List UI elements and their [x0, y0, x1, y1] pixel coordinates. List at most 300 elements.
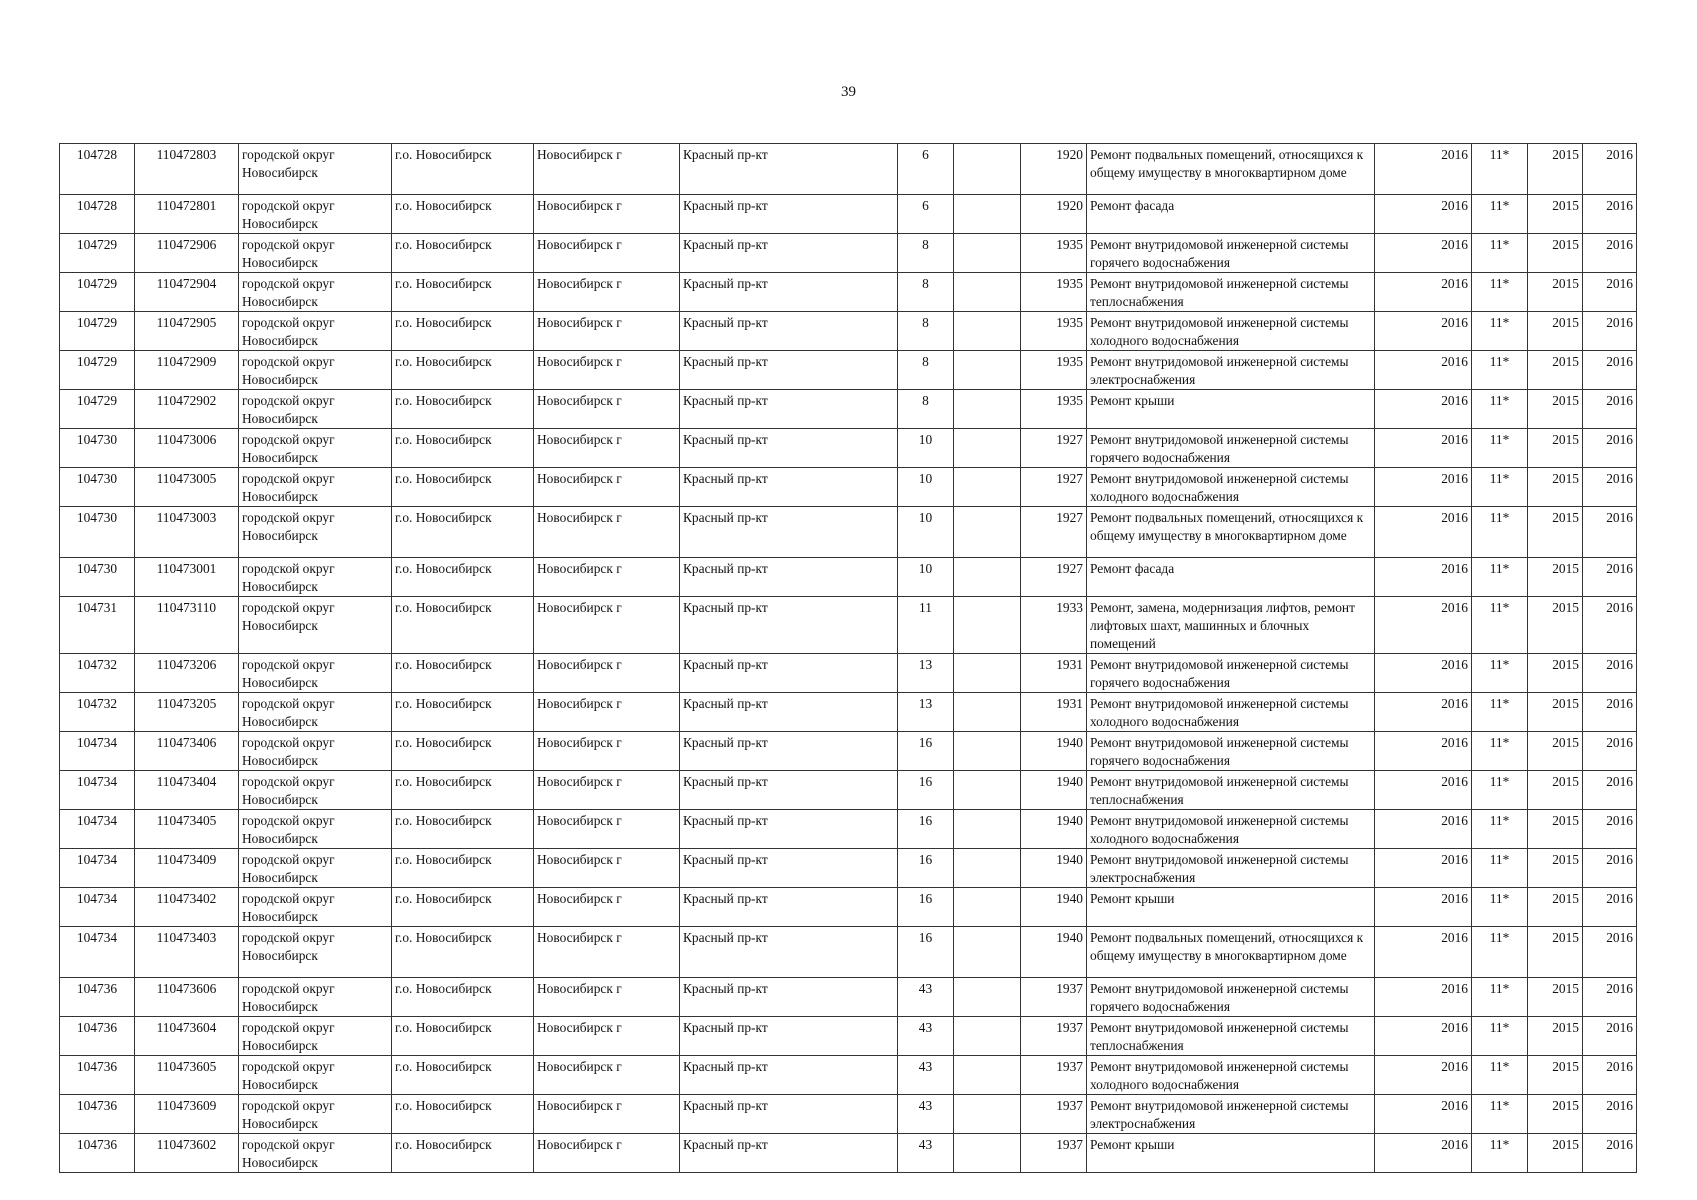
- plan-year-cell: 2016: [1375, 1134, 1472, 1173]
- period-start-cell: 2015: [1528, 312, 1583, 351]
- work-code-cell: 110473406: [135, 732, 239, 771]
- building-cell: [954, 507, 1021, 558]
- house-number-cell: 16: [898, 810, 954, 849]
- work-code-cell: 110472904: [135, 273, 239, 312]
- period-start-cell: 2015: [1528, 390, 1583, 429]
- city-cell: Новосибирск г: [534, 390, 680, 429]
- city-cell: Новосибирск г: [534, 978, 680, 1017]
- work-code-cell: 110472905: [135, 312, 239, 351]
- period-end-cell: 2016: [1583, 771, 1637, 810]
- district-cell: городской округ Новосибирск: [239, 1056, 392, 1095]
- period-start-cell: 2015: [1528, 888, 1583, 927]
- work-code-cell: 110473005: [135, 468, 239, 507]
- street-cell: Красный пр-кт: [680, 468, 898, 507]
- city-cell: Новосибирск г: [534, 654, 680, 693]
- work-type-cell: Ремонт, замена, модернизация лифтов, ремонт лифтовых шахт, машинных и блочных помещений: [1087, 597, 1375, 654]
- table-row: [60, 429, 1637, 468]
- building-cell: [954, 144, 1021, 195]
- build-year-cell: 1937: [1021, 1095, 1087, 1134]
- street-cell: Красный пр-кт: [680, 144, 898, 195]
- street-cell: Красный пр-кт: [680, 810, 898, 849]
- row-id-cell: 104730: [60, 468, 135, 507]
- street-cell: Красный пр-кт: [680, 888, 898, 927]
- table-row: [60, 558, 1637, 597]
- build-year-cell: 1920: [1021, 195, 1087, 234]
- row-id-cell: 104730: [60, 507, 135, 558]
- build-year-cell: 1931: [1021, 693, 1087, 732]
- period-end-cell: 2016: [1583, 273, 1637, 312]
- house-number-cell: 16: [898, 849, 954, 888]
- building-cell: [954, 390, 1021, 429]
- program-point-cell: 11*: [1472, 195, 1528, 234]
- street-cell: Красный пр-кт: [680, 558, 898, 597]
- table-row: [60, 390, 1637, 429]
- plan-year-cell: 2016: [1375, 312, 1472, 351]
- district-cell: городской округ Новосибирск: [239, 312, 392, 351]
- row-id-cell: 104729: [60, 234, 135, 273]
- plan-year-cell: 2016: [1375, 390, 1472, 429]
- build-year-cell: 1940: [1021, 732, 1087, 771]
- district-cell: городской округ Новосибирск: [239, 1017, 392, 1056]
- municipality-cell: г.о. Новосибирск: [392, 312, 534, 351]
- period-start-cell: 2015: [1528, 507, 1583, 558]
- municipality-cell: г.о. Новосибирск: [392, 195, 534, 234]
- district-cell: городской округ Новосибирск: [239, 732, 392, 771]
- period-start-cell: 2015: [1528, 771, 1583, 810]
- period-end-cell: 2016: [1583, 390, 1637, 429]
- district-cell: городской округ Новосибирск: [239, 771, 392, 810]
- district-cell: городской округ Новосибирск: [239, 234, 392, 273]
- work-code-cell: 110473001: [135, 558, 239, 597]
- period-end-cell: 2016: [1583, 810, 1637, 849]
- period-end-cell: 2016: [1583, 1017, 1637, 1056]
- row-id-cell: 104734: [60, 810, 135, 849]
- work-type-cell: Ремонт внутридомовой инженерной системы холодного водоснабжения: [1087, 693, 1375, 732]
- period-end-cell: 2016: [1583, 312, 1637, 351]
- work-type-cell: Ремонт крыши: [1087, 390, 1375, 429]
- work-type-cell: Ремонт внутридомовой инженерной системы холодного водоснабжения: [1087, 1056, 1375, 1095]
- municipality-cell: г.о. Новосибирск: [392, 468, 534, 507]
- municipality-cell: г.о. Новосибирск: [392, 1017, 534, 1056]
- house-number-cell: 16: [898, 927, 954, 978]
- period-start-cell: 2015: [1528, 654, 1583, 693]
- work-code-cell: 110473605: [135, 1056, 239, 1095]
- building-cell: [954, 1134, 1021, 1173]
- work-code-cell: 110473206: [135, 654, 239, 693]
- program-point-cell: 11*: [1472, 732, 1528, 771]
- program-point-cell: 11*: [1472, 978, 1528, 1017]
- row-id-cell: 104736: [60, 1017, 135, 1056]
- city-cell: Новосибирск г: [534, 273, 680, 312]
- plan-year-cell: 2016: [1375, 693, 1472, 732]
- house-number-cell: 10: [898, 558, 954, 597]
- build-year-cell: 1940: [1021, 849, 1087, 888]
- city-cell: Новосибирск г: [534, 1056, 680, 1095]
- building-cell: [954, 654, 1021, 693]
- plan-year-cell: 2016: [1375, 429, 1472, 468]
- work-code-cell: 110473405: [135, 810, 239, 849]
- house-number-cell: 43: [898, 1056, 954, 1095]
- plan-year-cell: 2016: [1375, 558, 1472, 597]
- work-type-cell: Ремонт подвальных помещений, относящихся к общему имуществу в многоквартирном доме: [1087, 927, 1375, 978]
- period-end-cell: 2016: [1583, 654, 1637, 693]
- municipality-cell: г.о. Новосибирск: [392, 558, 534, 597]
- plan-year-cell: 2016: [1375, 810, 1472, 849]
- work-code-cell: 110472909: [135, 351, 239, 390]
- district-cell: городской округ Новосибирск: [239, 195, 392, 234]
- plan-year-cell: 2016: [1375, 1056, 1472, 1095]
- row-id-cell: 104734: [60, 732, 135, 771]
- street-cell: Красный пр-кт: [680, 1134, 898, 1173]
- table-row: [60, 1056, 1637, 1095]
- municipality-cell: г.о. Новосибирск: [392, 1095, 534, 1134]
- period-end-cell: 2016: [1583, 234, 1637, 273]
- period-end-cell: 2016: [1583, 144, 1637, 195]
- work-code-cell: 110473404: [135, 771, 239, 810]
- row-id-cell: 104729: [60, 273, 135, 312]
- table-row: [60, 978, 1637, 1017]
- table-row: [60, 927, 1637, 978]
- table-row: [60, 1134, 1637, 1173]
- work-type-cell: Ремонт внутридомовой инженерной системы электроснабжения: [1087, 351, 1375, 390]
- period-end-cell: 2016: [1583, 1095, 1637, 1134]
- house-number-cell: 43: [898, 978, 954, 1017]
- street-cell: Красный пр-кт: [680, 273, 898, 312]
- building-cell: [954, 888, 1021, 927]
- house-number-cell: 10: [898, 468, 954, 507]
- plan-year-cell: 2016: [1375, 273, 1472, 312]
- city-cell: Новосибирск г: [534, 1134, 680, 1173]
- period-start-cell: 2015: [1528, 234, 1583, 273]
- district-cell: городской округ Новосибирск: [239, 810, 392, 849]
- table-row: [60, 771, 1637, 810]
- city-cell: Новосибирск г: [534, 888, 680, 927]
- table-row: [60, 597, 1637, 654]
- city-cell: Новосибирск г: [534, 1017, 680, 1056]
- program-point-cell: 11*: [1472, 1056, 1528, 1095]
- build-year-cell: 1927: [1021, 429, 1087, 468]
- build-year-cell: 1940: [1021, 810, 1087, 849]
- period-start-cell: 2015: [1528, 1134, 1583, 1173]
- repair-schedule-table: [59, 143, 1637, 1173]
- work-type-cell: Ремонт внутридомовой инженерной системы теплоснабжения: [1087, 771, 1375, 810]
- municipality-cell: г.о. Новосибирск: [392, 273, 534, 312]
- work-code-cell: 110472801: [135, 195, 239, 234]
- period-end-cell: 2016: [1583, 693, 1637, 732]
- street-cell: Красный пр-кт: [680, 732, 898, 771]
- period-start-cell: 2015: [1528, 429, 1583, 468]
- city-cell: Новосибирск г: [534, 849, 680, 888]
- table-row: [60, 144, 1637, 195]
- house-number-cell: 10: [898, 429, 954, 468]
- house-number-cell: 11: [898, 597, 954, 654]
- program-point-cell: 11*: [1472, 390, 1528, 429]
- district-cell: городской округ Новосибирск: [239, 144, 392, 195]
- period-start-cell: 2015: [1528, 693, 1583, 732]
- period-end-cell: 2016: [1583, 1056, 1637, 1095]
- street-cell: Красный пр-кт: [680, 978, 898, 1017]
- table-row: [60, 234, 1637, 273]
- work-type-cell: Ремонт внутридомовой инженерной системы горячего водоснабжения: [1087, 732, 1375, 771]
- plan-year-cell: 2016: [1375, 351, 1472, 390]
- house-number-cell: 8: [898, 390, 954, 429]
- city-cell: Новосибирск г: [534, 195, 680, 234]
- period-end-cell: 2016: [1583, 195, 1637, 234]
- period-end-cell: 2016: [1583, 507, 1637, 558]
- municipality-cell: г.о. Новосибирск: [392, 507, 534, 558]
- program-point-cell: 11*: [1472, 1134, 1528, 1173]
- city-cell: Новосибирск г: [534, 771, 680, 810]
- program-point-cell: 11*: [1472, 888, 1528, 927]
- house-number-cell: 16: [898, 732, 954, 771]
- plan-year-cell: 2016: [1375, 888, 1472, 927]
- district-cell: городской округ Новосибирск: [239, 1095, 392, 1134]
- building-cell: [954, 351, 1021, 390]
- city-cell: Новосибирск г: [534, 810, 680, 849]
- municipality-cell: г.о. Новосибирск: [392, 390, 534, 429]
- period-end-cell: 2016: [1583, 597, 1637, 654]
- street-cell: Красный пр-кт: [680, 1056, 898, 1095]
- work-code-cell: 110473602: [135, 1134, 239, 1173]
- building-cell: [954, 771, 1021, 810]
- house-number-cell: 6: [898, 144, 954, 195]
- period-start-cell: 2015: [1528, 1095, 1583, 1134]
- building-cell: [954, 1056, 1021, 1095]
- program-point-cell: 11*: [1472, 1095, 1528, 1134]
- program-point-cell: 11*: [1472, 351, 1528, 390]
- row-id-cell: 104736: [60, 1095, 135, 1134]
- work-code-cell: 110473110: [135, 597, 239, 654]
- build-year-cell: 1935: [1021, 390, 1087, 429]
- row-id-cell: 104728: [60, 195, 135, 234]
- table-row: [60, 1095, 1637, 1134]
- plan-year-cell: 2016: [1375, 849, 1472, 888]
- work-type-cell: Ремонт внутридомовой инженерной системы теплоснабжения: [1087, 273, 1375, 312]
- house-number-cell: 16: [898, 888, 954, 927]
- row-id-cell: 104728: [60, 144, 135, 195]
- plan-year-cell: 2016: [1375, 234, 1472, 273]
- street-cell: Красный пр-кт: [680, 351, 898, 390]
- table-row: [60, 654, 1637, 693]
- street-cell: Красный пр-кт: [680, 927, 898, 978]
- build-year-cell: 1940: [1021, 888, 1087, 927]
- work-code-cell: 110473403: [135, 927, 239, 978]
- program-point-cell: 11*: [1472, 597, 1528, 654]
- build-year-cell: 1920: [1021, 144, 1087, 195]
- period-start-cell: 2015: [1528, 597, 1583, 654]
- street-cell: Красный пр-кт: [680, 597, 898, 654]
- work-type-cell: Ремонт внутридомовой инженерной системы теплоснабжения: [1087, 1017, 1375, 1056]
- period-start-cell: 2015: [1528, 1056, 1583, 1095]
- row-id-cell: 104732: [60, 693, 135, 732]
- build-year-cell: 1935: [1021, 351, 1087, 390]
- street-cell: Красный пр-кт: [680, 849, 898, 888]
- period-start-cell: 2015: [1528, 558, 1583, 597]
- period-end-cell: 2016: [1583, 558, 1637, 597]
- period-start-cell: 2015: [1528, 732, 1583, 771]
- build-year-cell: 1931: [1021, 654, 1087, 693]
- building-cell: [954, 1017, 1021, 1056]
- city-cell: Новосибирск г: [534, 429, 680, 468]
- building-cell: [954, 693, 1021, 732]
- municipality-cell: г.о. Новосибирск: [392, 978, 534, 1017]
- work-type-cell: Ремонт крыши: [1087, 888, 1375, 927]
- row-id-cell: 104729: [60, 351, 135, 390]
- period-end-cell: 2016: [1583, 468, 1637, 507]
- table-row: [60, 273, 1637, 312]
- program-point-cell: 11*: [1472, 429, 1528, 468]
- period-end-cell: 2016: [1583, 429, 1637, 468]
- building-cell: [954, 927, 1021, 978]
- work-type-cell: Ремонт внутридомовой инженерной системы холодного водоснабжения: [1087, 468, 1375, 507]
- table-row: [60, 312, 1637, 351]
- build-year-cell: 1937: [1021, 1056, 1087, 1095]
- house-number-cell: 10: [898, 507, 954, 558]
- city-cell: Новосибирск г: [534, 558, 680, 597]
- build-year-cell: 1933: [1021, 597, 1087, 654]
- build-year-cell: 1940: [1021, 771, 1087, 810]
- city-cell: Новосибирск г: [534, 144, 680, 195]
- work-type-cell: Ремонт крыши: [1087, 1134, 1375, 1173]
- program-point-cell: 11*: [1472, 849, 1528, 888]
- period-start-cell: 2015: [1528, 927, 1583, 978]
- street-cell: Красный пр-кт: [680, 1017, 898, 1056]
- period-end-cell: 2016: [1583, 849, 1637, 888]
- table-row: [60, 810, 1637, 849]
- municipality-cell: г.о. Новосибирск: [392, 1134, 534, 1173]
- work-code-cell: 110472803: [135, 144, 239, 195]
- build-year-cell: 1935: [1021, 273, 1087, 312]
- building-cell: [954, 429, 1021, 468]
- district-cell: городской округ Новосибирск: [239, 693, 392, 732]
- work-type-cell: Ремонт фасада: [1087, 558, 1375, 597]
- program-point-cell: 11*: [1472, 654, 1528, 693]
- plan-year-cell: 2016: [1375, 732, 1472, 771]
- build-year-cell: 1927: [1021, 558, 1087, 597]
- municipality-cell: г.о. Новосибирск: [392, 771, 534, 810]
- program-point-cell: 11*: [1472, 312, 1528, 351]
- building-cell: [954, 597, 1021, 654]
- building-cell: [954, 558, 1021, 597]
- page-number: 39: [841, 84, 856, 100]
- building-cell: [954, 468, 1021, 507]
- work-type-cell: Ремонт внутридомовой инженерной системы горячего водоснабжения: [1087, 234, 1375, 273]
- row-id-cell: 104734: [60, 771, 135, 810]
- district-cell: городской округ Новосибирск: [239, 654, 392, 693]
- table-row: [60, 888, 1637, 927]
- house-number-cell: 8: [898, 351, 954, 390]
- plan-year-cell: 2016: [1375, 771, 1472, 810]
- district-cell: городской округ Новосибирск: [239, 1134, 392, 1173]
- work-type-cell: Ремонт внутридомовой инженерной системы горячего водоснабжения: [1087, 429, 1375, 468]
- work-type-cell: Ремонт подвальных помещений, относящихся к общему имуществу в многоквартирном доме: [1087, 507, 1375, 558]
- work-code-cell: 110473609: [135, 1095, 239, 1134]
- plan-year-cell: 2016: [1375, 978, 1472, 1017]
- period-start-cell: 2015: [1528, 195, 1583, 234]
- house-number-cell: 43: [898, 1095, 954, 1134]
- building-cell: [954, 1095, 1021, 1134]
- district-cell: городской округ Новосибирск: [239, 888, 392, 927]
- city-cell: Новосибирск г: [534, 468, 680, 507]
- period-end-cell: 2016: [1583, 732, 1637, 771]
- row-id-cell: 104731: [60, 597, 135, 654]
- municipality-cell: г.о. Новосибирск: [392, 810, 534, 849]
- plan-year-cell: 2016: [1375, 195, 1472, 234]
- house-number-cell: 43: [898, 1134, 954, 1173]
- row-id-cell: 104730: [60, 429, 135, 468]
- build-year-cell: 1937: [1021, 1134, 1087, 1173]
- building-cell: [954, 732, 1021, 771]
- work-type-cell: Ремонт внутридомовой инженерной системы электроснабжения: [1087, 1095, 1375, 1134]
- municipality-cell: г.о. Новосибирск: [392, 693, 534, 732]
- plan-year-cell: 2016: [1375, 597, 1472, 654]
- work-code-cell: 110473205: [135, 693, 239, 732]
- table-row: [60, 1017, 1637, 1056]
- program-point-cell: 11*: [1472, 693, 1528, 732]
- row-id-cell: 104732: [60, 654, 135, 693]
- municipality-cell: г.о. Новосибирск: [392, 849, 534, 888]
- municipality-cell: г.о. Новосибирск: [392, 597, 534, 654]
- street-cell: Красный пр-кт: [680, 507, 898, 558]
- program-point-cell: 11*: [1472, 234, 1528, 273]
- city-cell: Новосибирск г: [534, 693, 680, 732]
- build-year-cell: 1937: [1021, 1017, 1087, 1056]
- plan-year-cell: 2016: [1375, 927, 1472, 978]
- building-cell: [954, 195, 1021, 234]
- district-cell: городской округ Новосибирск: [239, 273, 392, 312]
- house-number-cell: 43: [898, 1017, 954, 1056]
- row-id-cell: 104730: [60, 558, 135, 597]
- work-type-cell: Ремонт внутридомовой инженерной системы горячего водоснабжения: [1087, 978, 1375, 1017]
- row-id-cell: 104736: [60, 978, 135, 1017]
- street-cell: Красный пр-кт: [680, 654, 898, 693]
- city-cell: Новосибирск г: [534, 1095, 680, 1134]
- district-cell: городской округ Новосибирск: [239, 927, 392, 978]
- house-number-cell: 13: [898, 654, 954, 693]
- program-point-cell: 11*: [1472, 1017, 1528, 1056]
- plan-year-cell: 2016: [1375, 1017, 1472, 1056]
- period-start-cell: 2015: [1528, 849, 1583, 888]
- district-cell: городской округ Новосибирск: [239, 351, 392, 390]
- city-cell: Новосибирск г: [534, 597, 680, 654]
- build-year-cell: 1935: [1021, 234, 1087, 273]
- period-end-cell: 2016: [1583, 927, 1637, 978]
- plan-year-cell: 2016: [1375, 468, 1472, 507]
- period-end-cell: 2016: [1583, 1134, 1637, 1173]
- municipality-cell: г.о. Новосибирск: [392, 654, 534, 693]
- district-cell: городской округ Новосибирск: [239, 390, 392, 429]
- work-type-cell: Ремонт подвальных помещений, относящихся к общему имуществу в многоквартирном доме: [1087, 144, 1375, 195]
- plan-year-cell: 2016: [1375, 507, 1472, 558]
- municipality-cell: г.о. Новосибирск: [392, 927, 534, 978]
- district-cell: городской округ Новосибирск: [239, 849, 392, 888]
- building-cell: [954, 234, 1021, 273]
- plan-year-cell: 2016: [1375, 144, 1472, 195]
- work-code-cell: 110473003: [135, 507, 239, 558]
- house-number-cell: 8: [898, 234, 954, 273]
- table-row: [60, 732, 1637, 771]
- building-cell: [954, 849, 1021, 888]
- building-cell: [954, 978, 1021, 1017]
- work-code-cell: 110472906: [135, 234, 239, 273]
- city-cell: Новосибирск г: [534, 351, 680, 390]
- work-type-cell: Ремонт внутридомовой инженерной системы холодного водоснабжения: [1087, 312, 1375, 351]
- work-code-cell: 110473604: [135, 1017, 239, 1056]
- district-cell: городской округ Новосибирск: [239, 597, 392, 654]
- program-point-cell: 11*: [1472, 468, 1528, 507]
- street-cell: Красный пр-кт: [680, 234, 898, 273]
- city-cell: Новосибирск г: [534, 732, 680, 771]
